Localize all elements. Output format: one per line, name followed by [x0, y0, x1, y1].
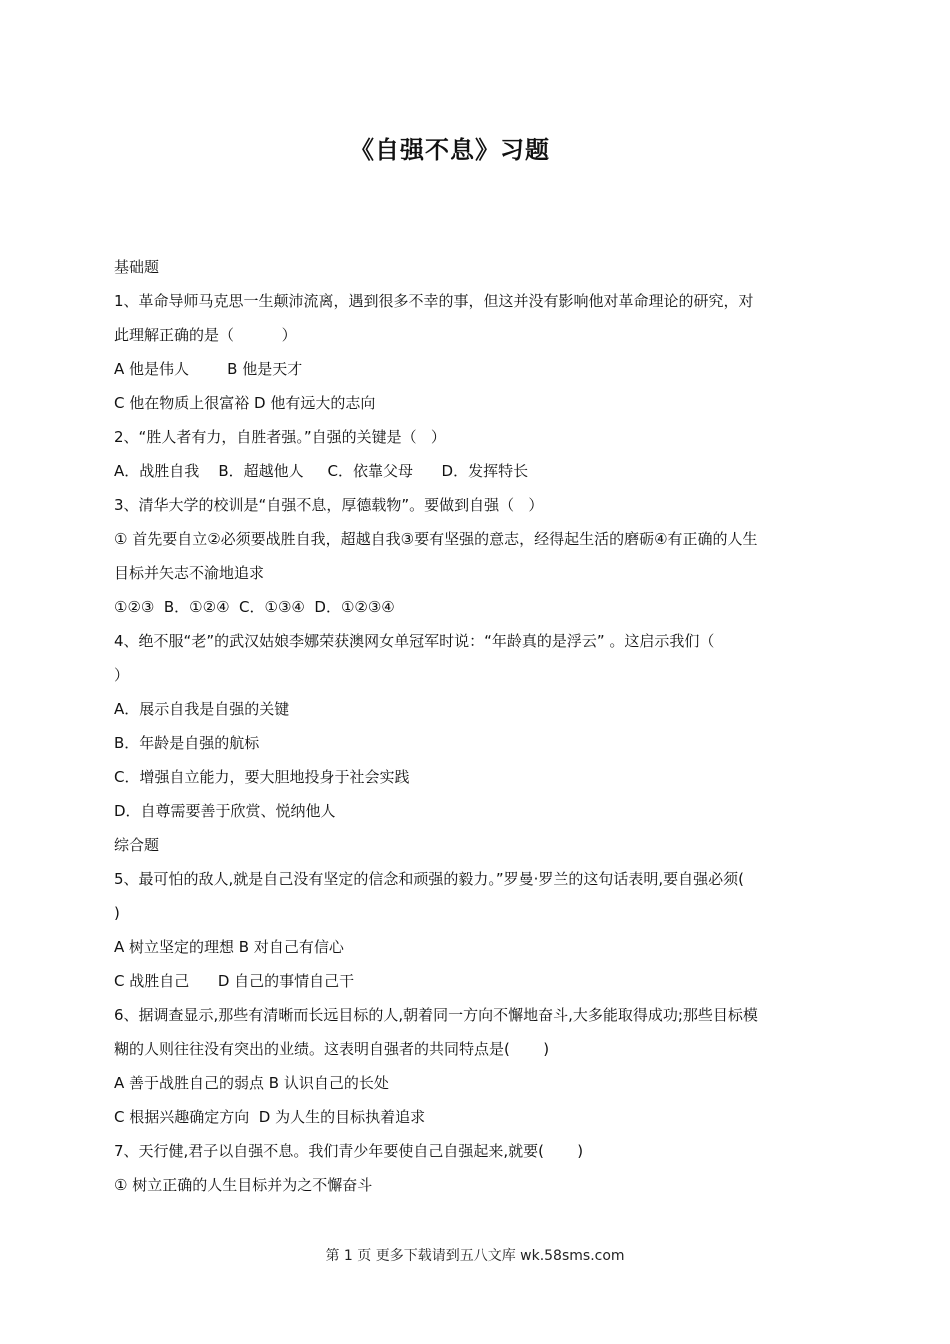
- question-2-options: A．战胜自我 B．超越他人 C．依靠父母 D．发挥特长: [114, 462, 529, 480]
- question-4-option-b: B．年龄是自强的航标: [114, 734, 260, 752]
- question-3: 3、清华大学的校训是“自强不息，厚德载物”。要做到自强（ ）: [114, 496, 544, 514]
- question-4-option-d: D．自尊需要善于欣赏、悦纳他人: [114, 802, 336, 820]
- question-7-statement-1: ① 树立正确的人生目标并为之不懈奋斗: [114, 1176, 373, 1194]
- page-footer: 第 1 页 更多下载请到五八文库 wk.58sms.com: [325, 1248, 625, 1264]
- section-heading-basic: 基础题: [114, 258, 160, 276]
- question-6-options-ab: A 善于战胜自己的弱点 B 认识自己的长处: [114, 1074, 389, 1092]
- question-4-option-a: A．展示自我是自强的关键: [114, 700, 290, 718]
- question-4-line-2: ）: [114, 666, 130, 684]
- question-3-statements-line-1: ① 首先要自立②必须要战胜自我，超越自我③要有坚强的意志，经得起生活的磨砺④有正确的人生: [114, 530, 758, 548]
- question-6-line-2: 糊的人则往往没有突出的业绩。这表明自强者的共同特点是( ): [114, 1040, 550, 1058]
- question-1-options-cd: C 他在物质上很富裕 D 他有远大的志向: [114, 394, 376, 412]
- question-6-line-1: 6、据调查显示,那些有清晰而长远目标的人,朝着同一方向不懈地奋斗,大多能取得成功;那些目标模: [114, 1006, 758, 1024]
- question-3-options: ①②③ B．①②④ C．①③④ D．①②③④: [114, 598, 395, 616]
- question-5-line-2: ): [114, 904, 120, 922]
- question-2: 2、“胜人者有力，自胜者强。”自强的关键是（ ）: [114, 428, 446, 446]
- question-4-line-1: 4、绝不服“老”的武汉姑娘李娜荣获澳网女单冠军时说：“年龄真的是浮云” 。这启示我们（: [114, 632, 715, 650]
- question-3-statements-line-2: 目标并矢志不渝地追求: [114, 564, 265, 582]
- question-4-option-c: C．增强自立能力，要大胆地投身于社会实践: [114, 768, 410, 786]
- question-5-line-1: 5、最可怕的敌人,就是自己没有坚定的信念和顽强的毅力。”罗曼·罗兰的这句话表明,要自强必须(: [114, 870, 744, 888]
- document-body: [114, 250, 838, 1202]
- question-1-line-1: 1、革命导师马克思一生颠沛流离，遇到很多不幸的事，但这并没有影响他对革命理论的研究，对: [114, 292, 754, 310]
- section-heading-comprehensive: 综合题: [114, 836, 160, 854]
- question-7: 7、天行健,君子以自强不息。我们青少年要使自己自强起来,就要( ): [114, 1142, 584, 1160]
- question-1-options-ab: A 他是伟人 B 他是天才: [114, 360, 303, 378]
- page-title: 《自强不息》习题: [350, 136, 550, 164]
- question-6-options-cd: C 根据兴趣确定方向 D 为人生的目标执着追求: [114, 1108, 426, 1126]
- question-5-options-cd: C 战胜自己 D 自己的事情自己干: [114, 972, 355, 990]
- question-5-options-ab: A 树立坚定的理想 B 对自己有信心: [114, 938, 344, 956]
- question-1-line-2: 此理解正确的是（ ）: [114, 326, 297, 344]
